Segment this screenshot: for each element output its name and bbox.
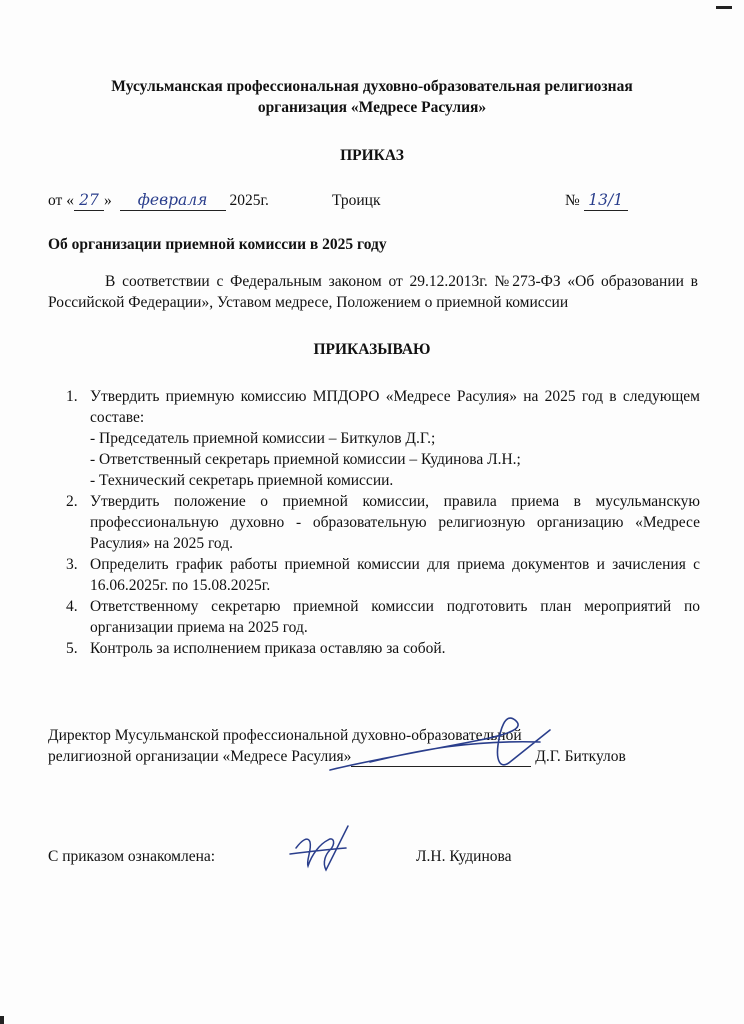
date-prefix: от «	[48, 192, 74, 209]
acknowledgement-name: Л.Н. Кудинова	[416, 848, 512, 865]
item-text: Определить график работы приемной комиссии для приема документов и зачисления с 16.06.2025г. по 15.08.2025г.	[90, 556, 700, 594]
item-text: Ответственному секретарю приемной комиссии подготовить план мероприятий по организации приема на 2025 год.	[90, 598, 700, 636]
director-name: Д.Г. Биткулов	[535, 748, 626, 765]
list-item	[66, 596, 700, 638]
acknowledgement-label: С приказом ознакомлена:	[48, 848, 216, 865]
order-number-block	[565, 190, 628, 211]
order-meta-line	[48, 190, 698, 211]
acknowledgement-signature-icon	[286, 818, 356, 880]
list-item	[66, 386, 700, 491]
director-title-line-1: Директор Мусульманской профессиональной духовно-образовательной	[48, 727, 522, 744]
item-subline: - Технический секретарь приемной комиссии.	[90, 472, 394, 489]
date-mid: »	[103, 192, 112, 209]
item-text: Утвердить приемную комиссию МПДОРО «Медресе Расулия» на 2025 год в следующем составе:	[90, 388, 700, 426]
list-item	[66, 638, 700, 659]
date-month: февраля	[120, 191, 226, 211]
scan-mark-top	[716, 6, 732, 9]
item-number: 4.	[66, 598, 78, 615]
city: Троицк	[332, 192, 381, 209]
organization-title	[40, 76, 704, 118]
date-day: 27	[74, 191, 104, 211]
director-title-line-2: религиозной организации «Медресе Расулия»	[48, 748, 352, 765]
organization-title-line-1: Мусульманская профессиональная духовно-образовательная религиозная	[111, 78, 633, 95]
director-signature-icon	[310, 700, 560, 780]
order-subject: Об организации приемной комиссии в 2025 году	[48, 236, 387, 253]
date-year: 2025г.	[229, 192, 269, 209]
order-items-list	[66, 386, 700, 659]
item-text: Контроль за исполнением приказа оставляю за собой.	[90, 640, 446, 657]
item-number: 3.	[66, 556, 78, 573]
decree-heading: ПРИКАЗЫВАЮ	[313, 341, 431, 358]
item-number: 2.	[66, 493, 78, 510]
order-number: 13/1	[584, 191, 628, 211]
item-number: 1.	[66, 388, 78, 405]
order-title: ПРИКАЗ	[340, 147, 404, 164]
acknowledgement-row	[48, 846, 698, 867]
preamble-paragraph: В соответствии с Федеральным законом от 29.12.2013г. №273-ФЗ «Об образовании в Российской Федерации», Уставом медресе, Положением о приемной комиссии	[48, 273, 698, 311]
item-subline: - Председатель приемной комиссии – Биткулов Д.Г.;	[90, 430, 436, 447]
item-subline: - Ответственный секретарь приемной комиссии – Кудинова Л.Н.;	[90, 451, 521, 468]
item-number: 5.	[66, 640, 78, 657]
organization-title-line-2: организация «Медресе Расулия»	[257, 99, 487, 116]
number-prefix: №	[565, 192, 580, 209]
scan-mark-bottom	[0, 1016, 4, 1024]
item-text: Утвердить положение о приемной комиссии, правила приема в мусульманскую профессиональную духовно - образовательную религиозную организацию «Медресе Расулия» на 2025 год.	[90, 493, 700, 552]
item-body	[90, 386, 700, 491]
list-item	[66, 491, 700, 554]
list-item	[66, 554, 700, 596]
